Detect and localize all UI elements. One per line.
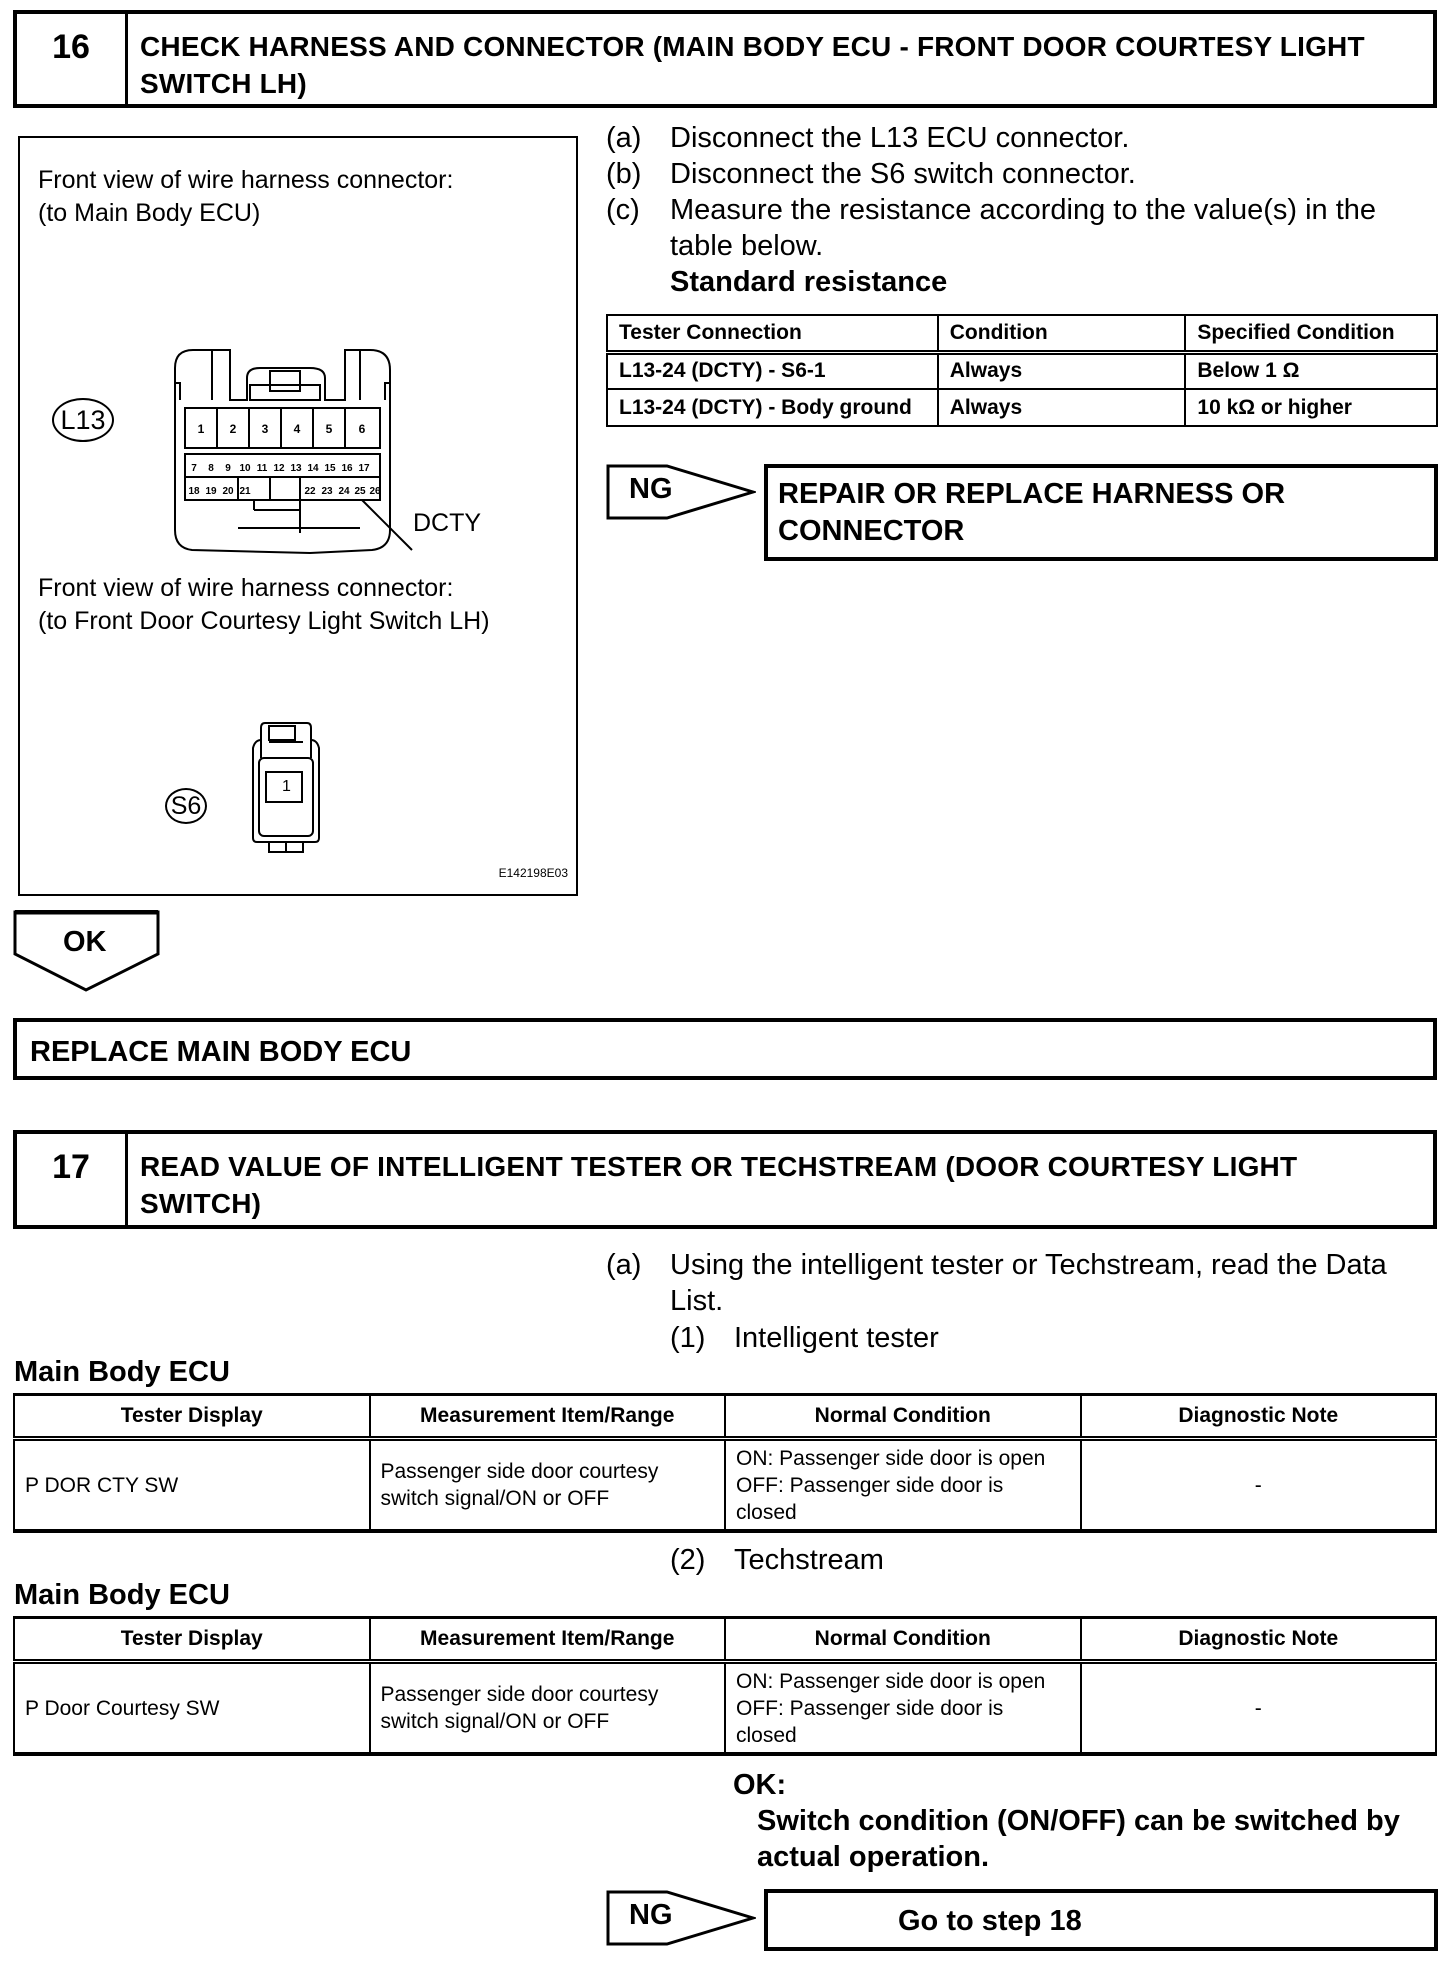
instruction-a-cont: List.	[670, 1285, 724, 1317]
svg-text:10: 10	[239, 463, 251, 474]
data-list-table-intelligent-tester	[13, 1393, 1437, 1533]
step-number: 17	[17, 1134, 128, 1225]
svg-text:9: 9	[225, 463, 231, 474]
svg-text:5: 5	[325, 422, 333, 436]
svg-text:4: 4	[293, 422, 301, 436]
table-row: L13-24 (DCTY) - Body ground Always 10 kΩ or higher	[607, 389, 1437, 426]
svg-text:8: 8	[208, 463, 214, 474]
table-row: P Door Courtesy SW Passenger side door courtesy switch signal/ON or OFF ON: Passenger side door is open OFF: Passenger side door is closed -	[14, 1662, 1436, 1755]
svg-text:22: 22	[304, 486, 316, 497]
svg-text:7: 7	[191, 463, 197, 474]
step-16-header	[13, 10, 1437, 108]
data-list-table-techstream	[13, 1616, 1437, 1756]
svg-text:16: 16	[341, 463, 353, 474]
svg-text:21: 21	[239, 486, 251, 497]
svg-text:23: 23	[321, 486, 333, 497]
pin-callout-dcty: DCTY	[413, 509, 482, 537]
svg-text:1: 1	[197, 422, 205, 436]
svg-text:2: 2	[229, 422, 237, 436]
l13-connector-icon	[150, 338, 450, 568]
table-title-standard-resistance: Standard resistance	[670, 266, 948, 298]
table-header-row: Tester Display Measurement Item/Range Normal Condition Diagnostic Note	[14, 1618, 1436, 1662]
svg-text:17: 17	[358, 463, 370, 474]
instruction-c-cont: table below.	[670, 230, 824, 262]
svg-text:20: 20	[222, 486, 234, 497]
svg-text:18: 18	[188, 486, 200, 497]
svg-text:11: 11	[256, 463, 268, 474]
connector-label-s6: S6	[165, 788, 207, 824]
svg-text:24: 24	[338, 486, 350, 497]
svg-text:26: 26	[369, 486, 381, 497]
svg-text:3: 3	[261, 422, 269, 436]
step-17-header	[13, 1130, 1437, 1229]
ng-result-go-to-step-18[interactable]: Go to step 18	[764, 1889, 1438, 1951]
svg-text:19: 19	[205, 486, 217, 497]
step-title: READ VALUE OF INTELLIGENT TESTER OR TECHSTREAM (DOOR COURTESY LIGHT SWITCH)	[140, 1151, 1298, 1219]
svg-text:15: 15	[324, 463, 336, 474]
ng-result-repair-harness: REPAIR OR REPLACE HARNESS OR CONNECTOR	[764, 464, 1438, 561]
figure-id: E142198E03	[498, 866, 568, 880]
figure-caption-switch: Front view of wire harness connector: (to Front Door Courtesy Light Switch LH)	[38, 574, 490, 635]
connector-label-l13: L13	[52, 398, 114, 442]
svg-text:13: 13	[290, 463, 302, 474]
figure-caption-ecu: Front view of wire harness connector: (to Main Body ECU)	[38, 166, 454, 227]
step-number: 16	[17, 14, 128, 104]
ng-arrow: NG	[606, 1889, 756, 1947]
ng-arrow: NG	[606, 463, 756, 521]
table-header-row: Tester Display Measurement Item/Range Normal Condition Diagnostic Note	[14, 1395, 1436, 1439]
svg-text:14: 14	[307, 463, 319, 474]
table-header-row: Tester Connection Condition Specified Condition	[607, 315, 1437, 352]
table-title-main-body-ecu: Main Body ECU	[14, 1356, 230, 1388]
ok-condition-heading: OK:	[733, 1769, 787, 1801]
s6-pin-1: 1	[282, 778, 291, 795]
step-title: CHECK HARNESS AND CONNECTOR (MAIN BODY ECU - FRONT DOOR COURTESY LIGHT SWITCH LH)	[140, 31, 1365, 99]
table-row: P DOR CTY SW Passenger side door courtesy switch signal/ON or OFF ON: Passenger side door is open OFF: Passenger side door is closed -	[14, 1439, 1436, 1532]
svg-text:25: 25	[354, 486, 366, 497]
table-row: L13-24 (DCTY) - S6-1 Always Below 1 Ω	[607, 352, 1437, 389]
connector-figure	[18, 136, 578, 896]
resistance-table	[606, 314, 1438, 427]
svg-text:6: 6	[358, 422, 366, 436]
ok-result-replace-ecu: REPLACE MAIN BODY ECU	[13, 1018, 1437, 1080]
table-title-main-body-ecu: Main Body ECU	[14, 1579, 230, 1611]
ok-condition-text: Switch condition (ON/OFF) can be switched by actual operation.	[757, 1805, 1400, 1873]
ok-arrow: OK	[13, 910, 161, 992]
svg-text:12: 12	[273, 463, 285, 474]
